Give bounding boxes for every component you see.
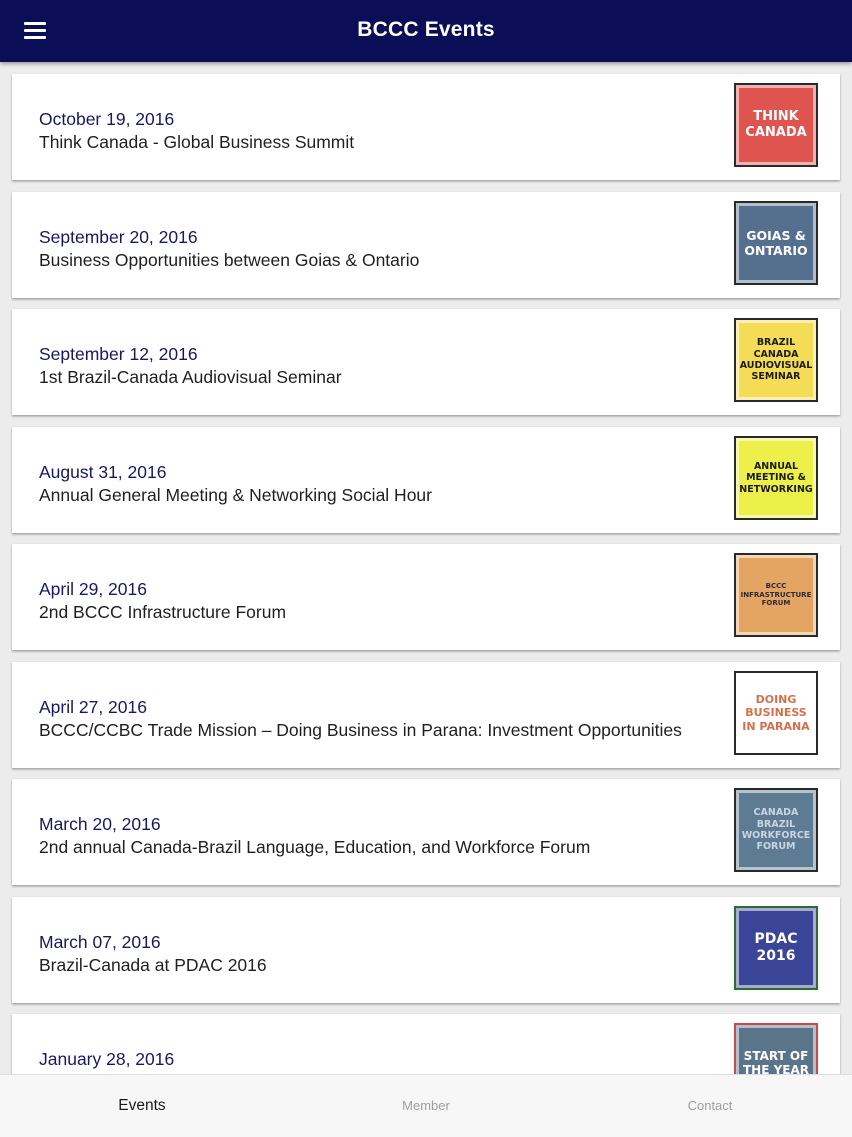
event-date: August 31, 2016 xyxy=(39,462,167,482)
event-thumbnail-text: DOING BUSINESS IN PARANA xyxy=(742,693,810,733)
events-list[interactable] xyxy=(0,62,852,1074)
event-thumbnail-text: ANNUAL MEETING & NETWORKING xyxy=(739,460,813,495)
event-card[interactable] xyxy=(12,427,840,533)
event-thumbnail xyxy=(734,201,818,285)
event-thumbnail-text: BRAZIL CANADA AUDIOVISUAL SEMINAR xyxy=(739,337,813,383)
event-card[interactable] xyxy=(12,74,840,180)
event-card[interactable] xyxy=(12,662,840,768)
event-card[interactable] xyxy=(12,897,840,1003)
event-thumbnail-text: THINK CANADA xyxy=(745,109,807,140)
event-card[interactable] xyxy=(12,779,840,885)
event-thumbnail-text: PDAC 2016 xyxy=(754,931,798,964)
event-thumbnail xyxy=(734,671,818,755)
event-card[interactable] xyxy=(12,1014,840,1074)
event-date: October 19, 2016 xyxy=(39,109,175,129)
event-title: Brazil-Canada at PDAC 2016 xyxy=(39,955,267,975)
event-thumbnail xyxy=(734,1023,818,1074)
app-bar xyxy=(0,0,852,62)
event-thumbnail xyxy=(734,318,818,402)
event-date: April 29, 2016 xyxy=(39,579,147,599)
event-thumbnail xyxy=(734,788,818,872)
event-date: September 20, 2016 xyxy=(39,227,198,247)
event-card[interactable] xyxy=(12,544,840,650)
event-title: Business Opportunities between Goias & Ontario xyxy=(39,250,420,270)
nav-tab-member[interactable]: Member xyxy=(402,1098,450,1113)
event-thumbnail-text: START OF THE YEAR xyxy=(742,1049,810,1074)
event-date: March 07, 2016 xyxy=(39,932,161,952)
event-thumbnail xyxy=(734,83,818,167)
event-date: March 20, 2016 xyxy=(39,814,161,834)
event-date: September 12, 2016 xyxy=(39,344,198,364)
event-thumbnail xyxy=(734,436,818,520)
event-title: 2nd annual Canada-Brazil Language, Education, and Workforce Forum xyxy=(39,837,591,857)
event-thumbnail xyxy=(734,553,818,637)
event-date: January 28, 2016 xyxy=(39,1049,175,1069)
event-thumbnail xyxy=(734,906,818,990)
event-date: April 27, 2016 xyxy=(39,697,147,717)
event-thumbnail-text: GOIAS & ONTARIO xyxy=(744,228,808,258)
event-thumbnail-text: BCCC INFRASTRUCTURE FORUM xyxy=(740,582,812,608)
event-title: 1st Brazil-Canada Audiovisual Seminar xyxy=(39,367,342,387)
nav-tab-events[interactable]: Events xyxy=(118,1097,166,1114)
event-card[interactable] xyxy=(12,192,840,298)
event-title: BCCC/CCBC Trade Mission – Doing Business in Parana: Investment Opportunities xyxy=(39,720,682,740)
event-title: Think Canada - Global Business Summit xyxy=(39,132,355,152)
event-card[interactable] xyxy=(12,309,840,415)
event-title: Annual General Meeting & Networking Social Hour xyxy=(39,485,432,505)
nav-tab-contact[interactable]: Contact xyxy=(687,1098,733,1113)
app-title: BCCC Events xyxy=(357,18,495,41)
event-title: 2nd BCCC Infrastructure Forum xyxy=(39,602,287,622)
event-thumbnail-text: CANADA BRAZIL WORKFORCE FORUM xyxy=(741,807,811,853)
bottom-navigation xyxy=(0,1074,852,1137)
